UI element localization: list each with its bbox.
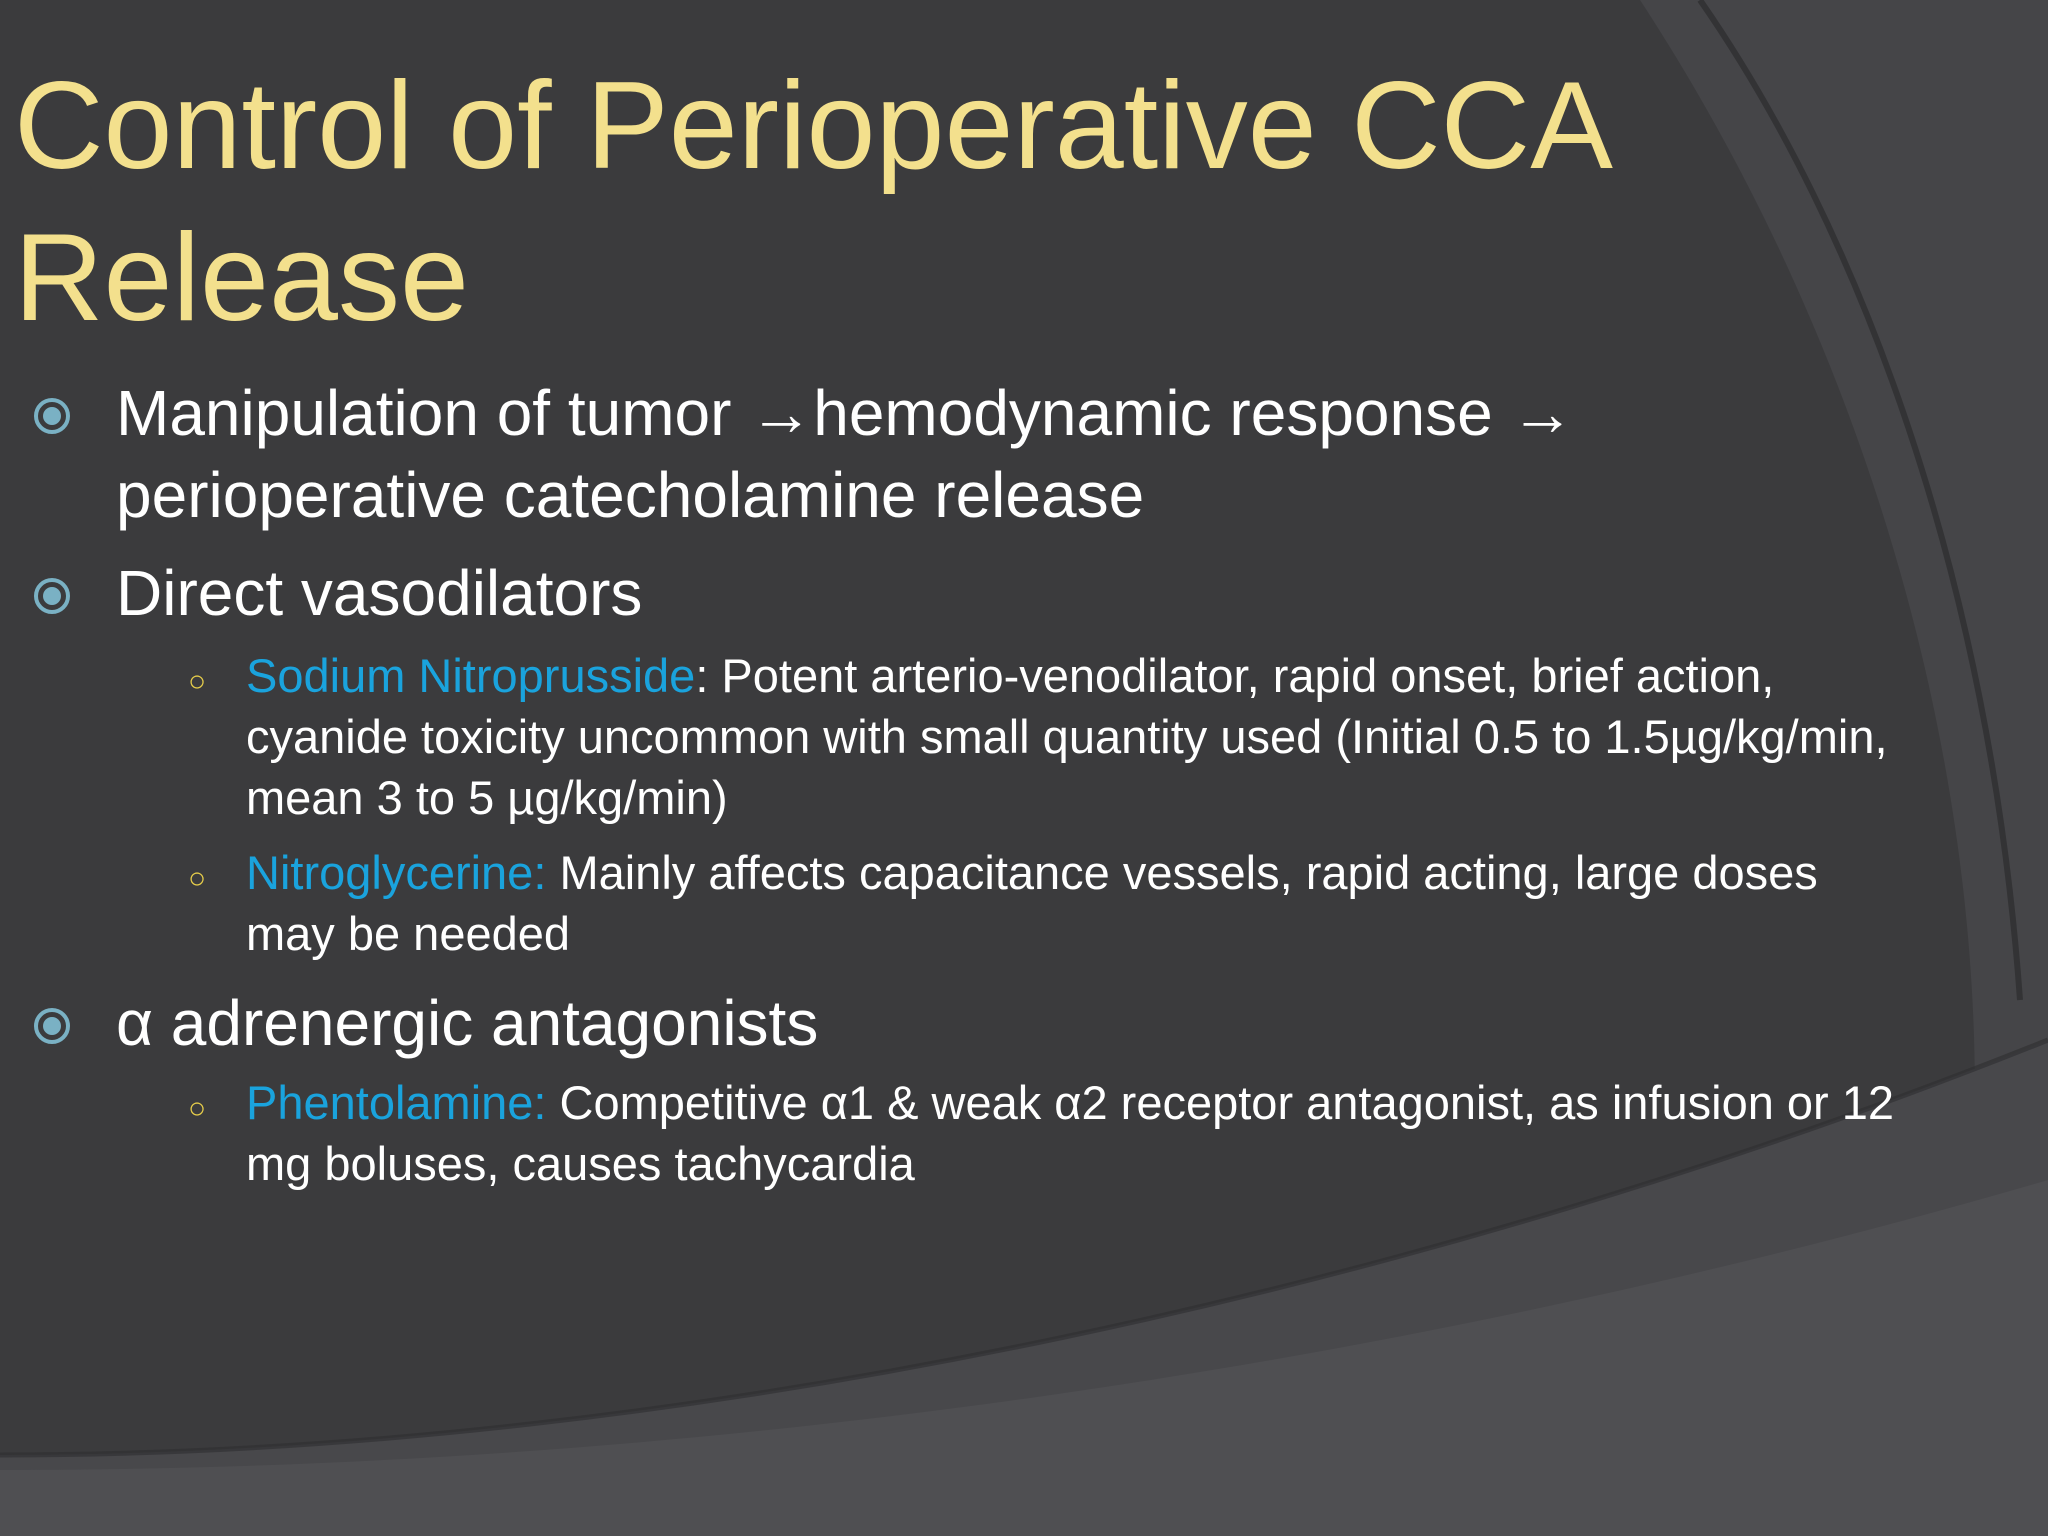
drug-term: Sodium Nitroprusside: [246, 649, 696, 702]
sub-bullet-nitroprusside: [246, 645, 1926, 828]
bullet-direct-vasodilators: Direct vasodilators: [116, 557, 643, 629]
sub-bullet-marker: ○: [188, 665, 207, 698]
drug-description: Competitive α1 & weak α2 receptor antagonist, as infusion or 12 mg boluses, causes tachycardia: [246, 1076, 1895, 1190]
drug-description: Mainly affects capacitance vessels, rapid acting, large doses may be needed: [246, 846, 1818, 960]
sub-bullet-marker: ○: [188, 862, 207, 895]
drug-description: : Potent arterio-venodilator, rapid onset, brief action, cyanide toxicity uncommon with small quantity used (Initial 0.5 to 1.5µg/kg/min, mean 3 to 5 µg/kg/min): [246, 649, 1888, 824]
sub-bullet-phentolamine: [246, 1072, 1926, 1194]
bullet-alpha-antagonists: α adrenergic antagonists: [116, 987, 819, 1059]
bullet-tumor-manipulation: Manipulation of tumor →hemodynamic response → perioperative catecholamine release: [116, 377, 1575, 531]
circle-target-icon: [32, 396, 72, 436]
drug-term: Phentolamine:: [246, 1076, 547, 1129]
drug-term: Nitroglycerine:: [246, 846, 547, 899]
circle-target-icon: [32, 576, 72, 616]
circle-target-icon: [32, 1006, 72, 1046]
sub-bullet-nitroglycerine: [246, 842, 1846, 964]
slide-title: Control of Perioperative CCA Release: [14, 57, 1607, 347]
sub-bullet-marker: ○: [188, 1092, 207, 1125]
